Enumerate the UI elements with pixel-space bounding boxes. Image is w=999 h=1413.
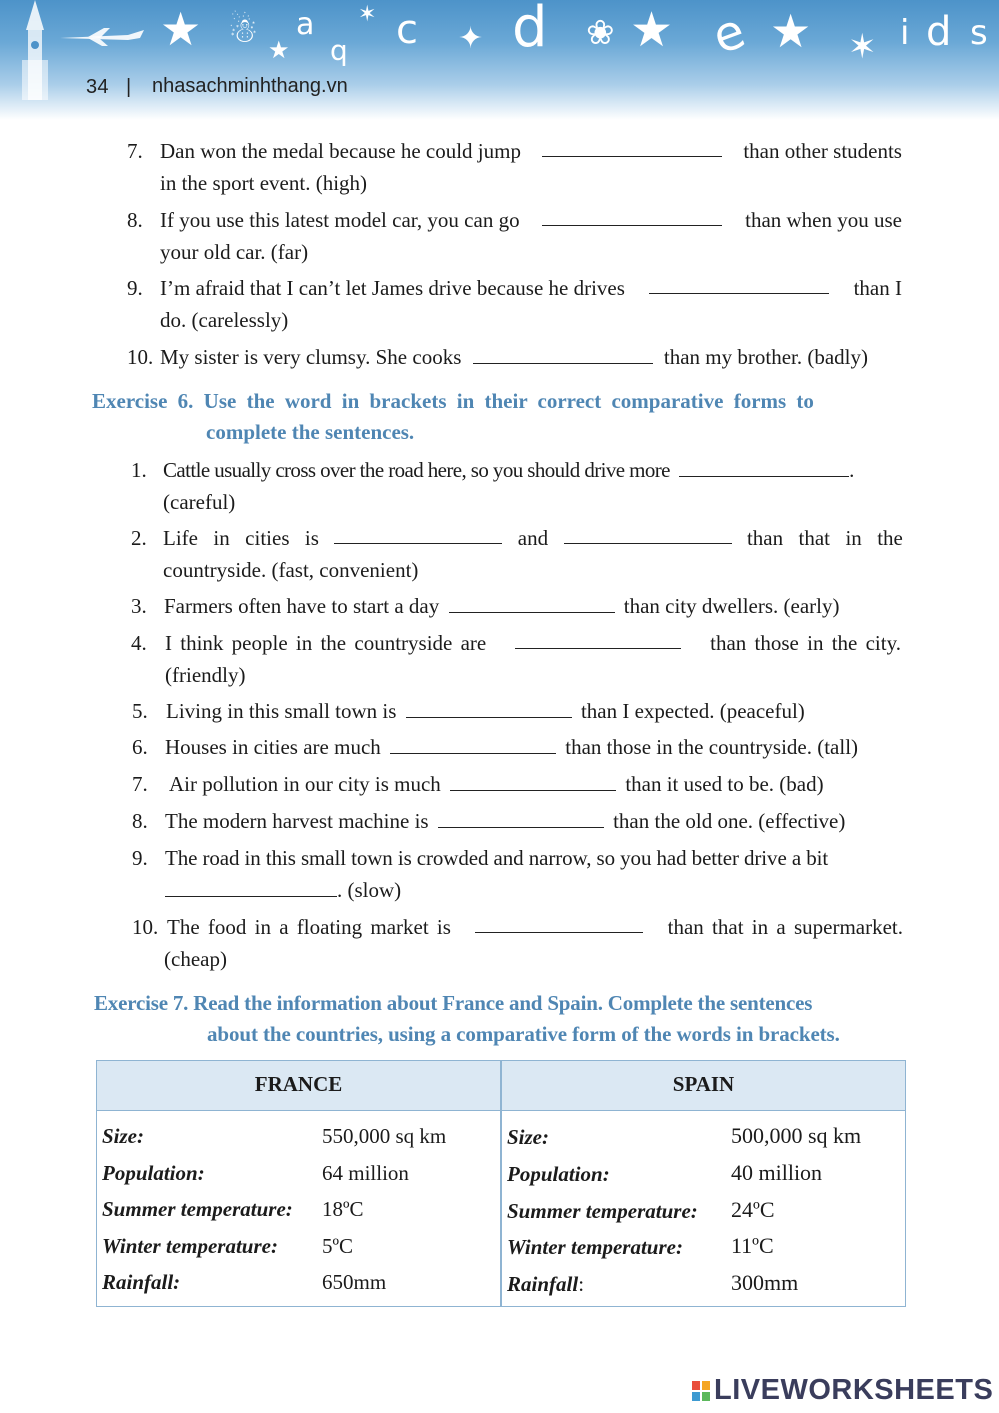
item-number: 2. xyxy=(131,526,147,550)
logo-square xyxy=(702,1392,710,1401)
sentence-continuation: do. (carelessly) xyxy=(160,308,289,332)
item-number: 9. xyxy=(132,846,148,870)
row-value: 550,000 sq km xyxy=(322,1124,447,1148)
sentence-text: I think people in the countryside are xyxy=(165,631,487,655)
sentence-text: than that in a supermarket. xyxy=(667,915,903,939)
decor-letter-a: a xyxy=(296,7,315,42)
sentence-text: than those in the city. xyxy=(710,631,901,655)
item-number: 5. xyxy=(132,699,148,723)
item-number: 10. xyxy=(132,915,159,939)
decor-letter-i: i xyxy=(900,13,910,53)
item-number: 6. xyxy=(132,735,148,759)
sentence-text: My sister is very clumsy. She cooks xyxy=(160,345,462,369)
row-label-text: Rainfall xyxy=(507,1272,579,1296)
penguin-icon: ☃ xyxy=(228,11,259,51)
page-header-banner xyxy=(0,0,999,120)
decor-letter-d2: d xyxy=(926,9,952,55)
row-value: 18ºC xyxy=(322,1197,364,1221)
answer-blank[interactable] xyxy=(475,911,643,933)
sentence-text: Cattle usually cross over the road here, so you should drive more xyxy=(163,458,670,482)
row-label: Population: xyxy=(507,1162,610,1186)
sentence-text: than the old one. (effective) xyxy=(613,809,846,833)
row-value: 64 million xyxy=(322,1161,409,1185)
sentence-text: in xyxy=(845,526,862,550)
sentence-text: than it used to be. (bad) xyxy=(625,772,824,796)
star-icon: ★ xyxy=(630,2,674,58)
page-number: 34 xyxy=(86,76,109,98)
sentence-text: and xyxy=(517,526,549,550)
airplane-icon xyxy=(58,26,148,48)
sentence-text: the xyxy=(877,526,903,550)
sentence-continuation: your old car. (far) xyxy=(160,240,309,264)
sentence-text: cities xyxy=(245,526,290,550)
star-icon: ★ xyxy=(268,36,290,64)
decor-letter-e: e xyxy=(705,2,753,66)
row-label xyxy=(507,1272,584,1297)
table-divider xyxy=(500,1061,502,1306)
sentence-text: If you use this latest model car, you can go xyxy=(160,208,520,232)
row-label: Population: xyxy=(102,1161,205,1185)
star-icon: ★ xyxy=(770,4,812,58)
sentence-text: that xyxy=(798,526,831,550)
logo-square xyxy=(692,1381,700,1390)
exercise-6-title xyxy=(92,386,902,417)
table-header-spain: SPAIN xyxy=(672,1072,735,1096)
answer-blank[interactable] xyxy=(542,204,722,226)
item-number: 3. xyxy=(131,594,147,618)
decor-letter-c: c xyxy=(396,7,418,53)
answer-blank[interactable] xyxy=(473,342,653,364)
sentence-text: in xyxy=(213,526,230,550)
item-number: 1. xyxy=(131,458,147,482)
exercise-7-title: Exercise 7. Read the information about France and Spain. Complete the sentences xyxy=(94,991,813,1015)
answer-blank[interactable] xyxy=(334,522,502,544)
logo-square xyxy=(692,1392,700,1401)
row-value: 11ºC xyxy=(731,1233,774,1258)
country-comparison-table xyxy=(96,1060,906,1307)
star-icon: ★ xyxy=(160,2,202,56)
answer-blank[interactable] xyxy=(564,522,732,544)
liveworksheets-brand xyxy=(692,1374,993,1407)
sentence-continuation: countryside. (fast, convenient) xyxy=(163,558,419,582)
liveworksheets-logo-icon xyxy=(692,1381,710,1401)
sentence-text: than city dwellers. (early) xyxy=(623,594,840,618)
sentence-text: than xyxy=(746,526,784,550)
sentence-text: The road in this small town is crowded and narrow, so you had better drive a bit xyxy=(165,846,829,870)
row-label: Size: xyxy=(507,1125,549,1149)
exercise-6-title-line2: complete the sentences. xyxy=(206,420,415,444)
sentence-text: than my brother. (badly) xyxy=(663,345,868,369)
table-header-france: FRANCE xyxy=(254,1072,343,1096)
sentence-text: The food in a floating market is xyxy=(167,915,451,939)
answer-blank[interactable] xyxy=(406,696,572,718)
row-label: Summer temperature: xyxy=(102,1197,293,1221)
decor-letter-s: s xyxy=(970,13,988,53)
answer-blank[interactable] xyxy=(165,875,337,897)
row-label: Size: xyxy=(102,1124,144,1148)
item-number: 8. xyxy=(127,208,143,232)
sentence-text: Living in this small town is xyxy=(166,699,397,723)
answer-blank[interactable] xyxy=(515,627,681,649)
star-icon: ✶ xyxy=(358,2,377,27)
answer-blank[interactable] xyxy=(390,732,556,754)
sentence-text: Life xyxy=(163,526,198,550)
star-icon: ✶ xyxy=(848,27,877,67)
row-label: Rainfall: xyxy=(102,1270,181,1294)
answer-blank[interactable] xyxy=(542,135,722,157)
site-url: nhasachminhthang.vn xyxy=(152,75,348,97)
clock-tower-icon xyxy=(18,0,52,100)
answer-blank[interactable] xyxy=(679,455,849,477)
exercise-7-title-line2: about the countries, using a comparative form of the words in brackets. xyxy=(207,1022,840,1046)
row-value: 500,000 sq km xyxy=(731,1123,862,1148)
sentence-continuation: in the sport event. (high) xyxy=(160,171,368,195)
row-value: 300mm xyxy=(731,1270,799,1295)
answer-blank[interactable] xyxy=(449,591,615,613)
exercise-title-line: Exercise 6. Use the word in brackets in their correct comparative forms to xyxy=(92,389,814,413)
item-number: 7. xyxy=(132,772,148,796)
answer-blank[interactable] xyxy=(438,806,604,828)
row-label: Winter temperature: xyxy=(507,1235,683,1259)
row-label: Summer temperature: xyxy=(507,1199,698,1223)
sentence-text: Dan won the medal because he could jump xyxy=(160,139,521,163)
brand-name: LIVEWORKSHEETS xyxy=(714,1374,994,1406)
teddy-bear-icon: ❀ xyxy=(586,13,615,53)
sentence-text: Farmers often have to start a day xyxy=(164,594,440,618)
item-number: 4. xyxy=(131,631,147,655)
item-number: 8. xyxy=(132,809,148,833)
sentence-continuation: (careful) xyxy=(163,490,236,514)
sentence-text: than when you use xyxy=(745,208,902,232)
item-number: 9. xyxy=(127,276,143,300)
row-value: 5ºC xyxy=(322,1234,354,1258)
sentence-text: than other students xyxy=(743,139,902,163)
header-separator: | xyxy=(126,76,132,98)
item-number: 10. xyxy=(127,345,154,369)
sentence-text: than I expected. (peaceful) xyxy=(580,699,805,723)
row-value: 40 million xyxy=(731,1160,823,1185)
sentence-text: than I xyxy=(853,276,902,300)
sentence-text: Houses in cities are much xyxy=(165,735,381,759)
row-value: 24ºC xyxy=(731,1197,775,1222)
sentence-text: The modern harvest machine is xyxy=(165,809,429,833)
sentence-text: . xyxy=(849,458,855,482)
row-value: 650mm xyxy=(322,1270,387,1294)
sentence-continuation: . (slow) xyxy=(337,878,402,902)
row-label: Winter temperature: xyxy=(102,1234,278,1258)
sentence-continuation: (friendly) xyxy=(165,663,246,687)
answer-blank[interactable] xyxy=(649,272,829,294)
star-icon: ✦ xyxy=(458,21,484,56)
sentence-continuation: (cheap) xyxy=(164,947,227,971)
sentence-text: I’m afraid that I can’t let James drive because he drives xyxy=(160,276,625,300)
row-label-colon: : xyxy=(578,1272,585,1296)
item-number: 7. xyxy=(127,139,143,163)
sentence-text: Air pollution in our city is much xyxy=(169,772,441,796)
decor-letter-b: b xyxy=(330,38,348,71)
decor-letter-d: d xyxy=(512,0,548,60)
sentence-text: is xyxy=(304,526,319,550)
answer-blank[interactable] xyxy=(450,769,616,791)
sentence-text: than those in the countryside. (tall) xyxy=(565,735,859,759)
logo-square xyxy=(702,1381,710,1390)
